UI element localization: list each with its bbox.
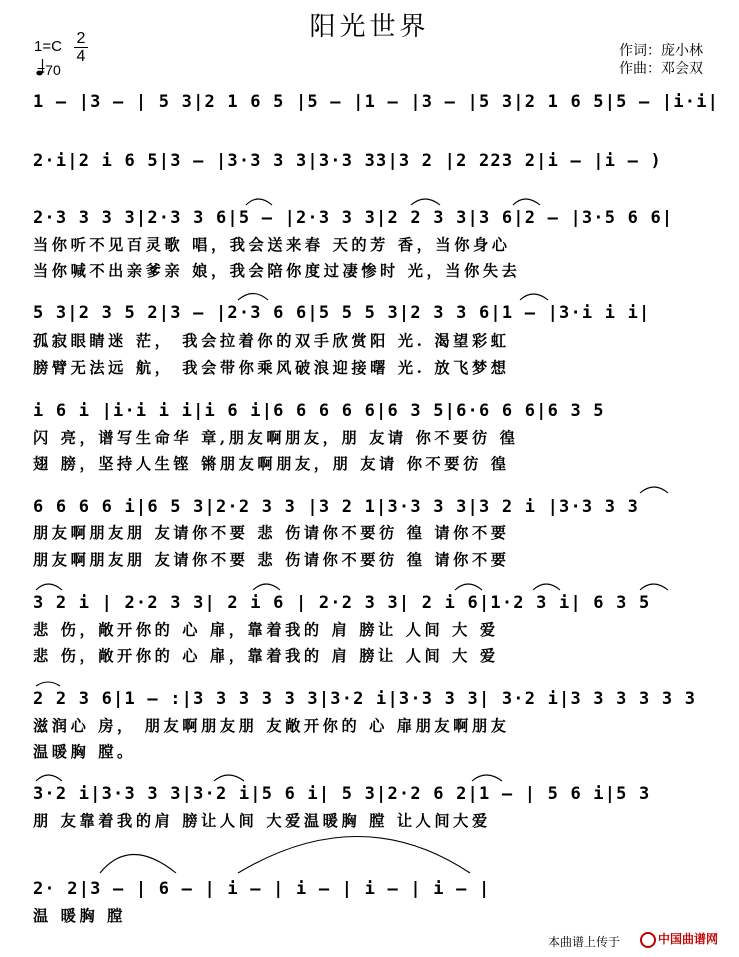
notation-row-9: 3·2 i|3·3 3 3|3·2 i|5 6 i| 5 3|2·2 6 2|1 – | 5 6 i|5 3 bbox=[33, 784, 651, 804]
lyricist-credit: 作词：庞小林 bbox=[619, 43, 703, 59]
lyric-row-10-verse-1: 温 暖胸 膛 bbox=[33, 907, 126, 925]
logo-text: 中国曲谱网 bbox=[658, 932, 719, 946]
lyric-row-8-verse-2: 温暖胸 膛。 bbox=[33, 743, 136, 761]
notation-row-7: 3 2 i | 2·2 3 3| 2 i 6 | 2·2 3 3| 2 i 6|1·2 3 i| 6 3 5 bbox=[33, 593, 651, 613]
lyric-row-5-verse-1: 闪 亮，谱写生命华 章,朋友啊朋友，朋 友请 你不要彷 徨 bbox=[33, 429, 519, 447]
notation-row-8: 2 2 3 6|1 – :|3 3 3 3 3 3|3·2 i|3·3 3 3| 3·2 i|3 3 3 3 3 3 bbox=[33, 689, 697, 709]
time-signature-top: 2 bbox=[76, 30, 86, 47]
key-signature: 1=C bbox=[34, 38, 62, 55]
notation-row-1: 1 – |3 – | 5 3|2 1 6 5 |5 – |1 – |3 – |5 3|2 1 6 5|5 – |i·i| bbox=[33, 92, 720, 112]
notation-row-2: 2·i|2 i 6 5|3 – |3·3 3 3|3·3 33|3 2 |2 223 2|i – |i – ) bbox=[33, 151, 662, 171]
lyric-row-8-verse-1: 滋润心 房， 朋友啊朋友朋 友敞开你的 心 扉朋友啊朋友 bbox=[33, 717, 510, 735]
lyric-row-6-verse-1: 朋友啊朋友朋 友请你不要 悲 伤请你不要彷 徨 请你不要 bbox=[33, 524, 510, 542]
notation-row-6: 6 6 6 6 i|6 5 3|2·2 3 3 |3 2 1|3·3 3 3|3 2 i |3·3 3 3 bbox=[33, 497, 640, 517]
lyric-row-3-verse-1: 当你听不见百灵歌 唱，我会送来春 天的芳 香，当你身心 bbox=[33, 236, 511, 254]
lyric-row-4-verse-2: 膀臂无法远 航， 我会带你乘风破浪迎接曙 光. 放飞梦想 bbox=[33, 359, 510, 377]
lyric-row-6-verse-2: 朋友啊朋友朋 友请你不要 悲 伤请你不要彷 徨 请你不要 bbox=[33, 551, 510, 569]
notation-row-10: 2· 2|3 – | 6 – | i – | i – | i – | i – | bbox=[33, 879, 491, 899]
page-title: 阳光世界 bbox=[309, 12, 430, 42]
logo-icon bbox=[640, 932, 656, 948]
lyric-row-5-verse-2: 翅 膀，坚持人生铿 锵朋友啊朋友，朋 友请 你不要彷 徨 bbox=[33, 455, 510, 473]
site-logo bbox=[640, 930, 718, 948]
notation-row-4: 5 3|2 3 5 2|3 – |2·3 6 6|5 5 5 3|2 3 3 6|1 – |3·i i i| bbox=[33, 303, 651, 323]
time-signature bbox=[74, 30, 88, 65]
lyric-row-9-verse-1: 朋 友靠着我的肩 膀让人间 大爱温暖胸 膛 让人间大爱 bbox=[33, 812, 491, 830]
time-signature-bottom: 4 bbox=[76, 48, 86, 65]
lyric-row-4-verse-1: 孤寂眼睛迷 茫， 我会拉着你的双手欣赏阳 光. 渴望彩虹 bbox=[33, 332, 510, 350]
notation-row-3: 2·3 3 3 3|2·3 3 6|5 – |2·3 3 3|2 2 3 3|3 6|2 – |3·5 6 6| bbox=[33, 208, 674, 228]
composer-credit: 作曲：邓会双 bbox=[619, 61, 703, 77]
lyric-row-7-verse-1: 悲 伤，敞开你的 心 扉，靠着我的 肩 膀让 人间 大 爱 bbox=[33, 621, 499, 639]
lyric-row-7-verse-2: 悲 伤，敞开你的 心 扉，靠着我的 肩 膀让 人间 大 爱 bbox=[33, 647, 499, 665]
upload-notice: 本曲谱上传于 bbox=[548, 935, 621, 949]
tempo-marking: =70 bbox=[37, 62, 61, 78]
lyric-row-3-verse-2: 当你喊不出亲爹亲 娘，我会陪你度过凄惨时 光，当你失去 bbox=[33, 262, 521, 280]
notation-row-5: i 6 i |i·i i i|i 6 i|6 6 6 6 6|6 3 5|6·6 6 6|6 3 5 bbox=[33, 401, 605, 421]
